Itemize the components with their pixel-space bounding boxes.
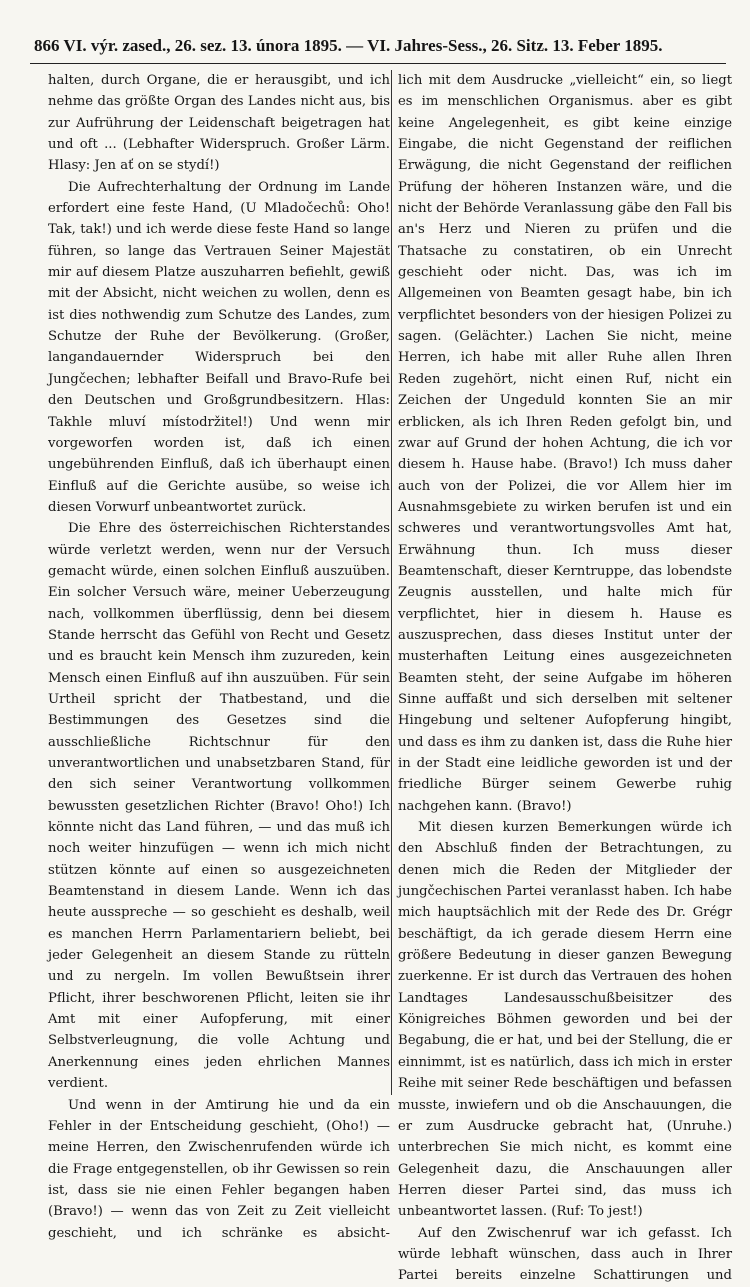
paragraph: Die Ehre des österreichischen Richterstandes würde verletzt werden, wenn nur der Versuch gemacht würde, einen solchen Einfluß auszuüben. Ein solcher Versuch wäre, meiner Ueberzeugung nach, vollkommen überflüssig, denn bei diesem Stande herrscht das Gefühl von Recht und Gesetz und es braucht kein Mensch ihm zuzureden, kein Mensch einen Einfluß auf ihn auszuüben. Für sein Urtheil spricht der Thatbestand, und die Bestimmungen des Gesetzes sind die ausschließliche Richtschnur für den unverantwortlichen und unabsetzbaren Stand, für den sich seiner Verantwortung vollkommen bewussten gesetzlichen Richter (Bravo! Oho!) Ich könnte nicht das Land führen, — und das muß ich noch weiter hinzufügen — wenn ich mich nicht stützen könnte auf einen so ausgezeichneten Beamtenstand in diesem Lande. Wenn ich das heute ausspreche — so geschieht es deshalb, weil es manchen Herrn Parlamentariern beliebt, bei jeder Gelegenheit an diesem Stande zu rütteln und zu nergeln. Im vollen Bewußtsein ihrer Pflicht, ihrer beschworenen Pflicht, leiten sie ihr Amt mit einer Aufopferung, mit einer Selbstverleugnung, die volle Achtung und Anerkennung eines jeden ehrlichen Mannes verdient. <box>48 521 390 1092</box>
paragraph: lich mit dem Ausdrucke „vielleicht“ ein, so liegt es im menschlichen Organismus. aber es gibt keine Angelegenheit, es gibt keine einzige Eingabe, die nicht Gegenstand der reiflichen Erwägung, die nicht Gegenstand der reiflichen Prüfung der höheren Instanzen wäre, und die nicht der Behörde Veranlassung gäbe den Fall bis an's Herz und Nieren zu prüfen und die Thatsache zu constatiren, ob ein Unrecht geschieht oder nicht. Das, was ich im Allgemeinen von Beamten gesagt habe, bin ich verpflichtet besonders von der hiesigen Polizei zu sagen. (Gelächter.) Lachen Sie nicht, meine Herren, ich habe mit aller Ruhe allen Ihren Reden zugehört, nicht einen Ruf, nicht ein Zeichen der Ungeduld konnten Sie an mir erblicken, als ich Ihren Reden gefolgt bin, und zwar auf Grund der hohen Achtung, die ich vor diesem h. Hause habe. (Bravo!) Ich muss daher auch von der Polizei, die vor Allem hier im Ausnahmsgebiete zu wirken berufen ist und ein schweres und verantwortungsvolles Amt hat, Erwähnung thun. Ich muss dieser Beamtenschaft, dieser Kerntruppe, das lobendste Zeugnis ausstellen, und halte mich für verpflichtet, hier in diesem h. Hause es auszusprechen, dass dieses Institut unter der musterhaften Leitung eines ausgezeichneten Beamten steht, der seine Aufgabe im höheren Sinne auffaßt und sich derselben mit seltener Hingebung und seltener Aufopferung hingibt, und dass es ihm zu danken ist, dass die Ruhe hier in der Stadt eine leidliche geworden ist und der friedliche Bürger seinem Gewerbe ruhig nachgehen kann. (Bravo!) <box>398 73 732 814</box>
column-divider <box>391 70 392 1095</box>
left-column <box>48 70 390 1244</box>
paragraph: Die Aufrechterhaltung der Ordnung im Lande erfordert eine feste Hand, (U Mladočechů: Oho! Tak, tak!) und ich werde diese feste Hand so lange führen, so lange das Vertrauen Seiner Majestät mir auf diesem Platze auszuharren befiehlt, gewiß mit der Absicht, nicht weichen zu wollen, denn es ist dies nothwendig zum Schutze des Landes, zum Schutze der Ruhe der Bevölkerung. (Großer, langandauernder Widerspruch bei den Jungčechen; lebhafter Beifall und Bravo-Rufe bei den Deutschen und Großgrundbesitzern. Hlas: Takhle mluví místodržitel!) Und wenn mir vorgeworfen worden ist, daß ich einen ungebührenden Einfluß, daß ich überhaupt einen Einfluß auf die Gerichte ausübe, so weise ich diesen Vorwurf unbeantwortet zurück. <box>48 179 390 515</box>
header-rule <box>30 63 726 64</box>
paragraph: Und wenn in der Amtirung hie und da ein Fehler in der Entscheidung geschieht, (Oho!) — meine Herren, den Zwischenrufenden würde ich die Frage entgegenstellen, ob ihr Gewissen so rein ist, dass sie nie einen Fehler begangen haben (Bravo!) — wenn das von Zeit zu Zeit vielleicht geschieht, und ich schränke es absicht- <box>48 1097 390 1241</box>
paragraph: Auf den Zwischenruf war ich gefasst. Ich würde lebhaft wünschen, dass auch in Ihrer Partei bereits einzelne Schattirungen und <box>398 1225 732 1284</box>
right-column <box>398 70 732 1287</box>
paragraph: halten, durch Organe, die er herausgibt, und ich nehme das größte Organ des Landes nicht aus, bis zur Aufrührung der Leidenschaft beigetragen hat und oft ... (Lebhafter Widerspruch. Großer Lärm. Hlasy: Jen ať on se stydí!) <box>48 73 390 174</box>
paragraph: Mit diesen kurzen Bemerkungen würde ich den Abschluß finden der Betrachtungen, zu denen mich die Reden der Mitglieder der jungčechischen Partei veranlasst haben. Ich habe mich hauptsächlich mit der Rede des Dr. Grégr beschäftigt, da ich gerade diesem Herrn eine größere Bedeutung in dieser ganzen Bewegung zuerkenne. Er ist durch das Vertrauen des hohen Landtages Landesausschußbeisitzer des Königreiches Böhmen geworden und bei der Begabung, die er hat, und bei der Stellung, die er einnimmt, ist es natürlich, dass ich mich in erster Reihe mit seiner Rede beschäftigen und befassen musste, inwiefern und ob die Anschauungen, die er zum Ausdrucke gebracht hat, (Unruhe.) unterbrechen Sie mich nicht, es kommt eine Gelegenheit dazu, die Anschauungen aller Herren dieser Partei sind, das muss ich unbeantwortet lassen. (Ruf: To jest!) <box>398 820 732 1220</box>
page-header: 866 VI. výr. zased., 26. sez. 13. února 1895. — VI. Jahres-Sess., 26. Sitz. 13. Feber 1895. <box>34 36 663 55</box>
